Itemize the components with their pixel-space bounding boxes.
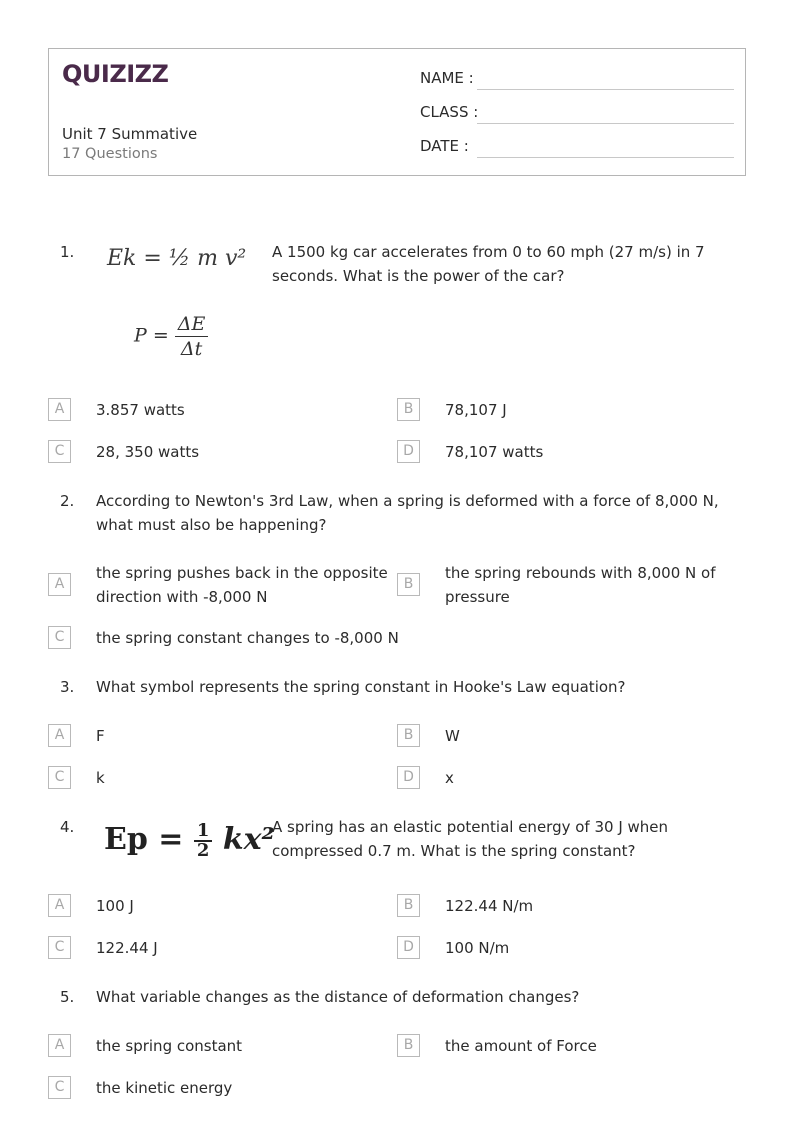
option-b-box[interactable]: B [397,894,420,917]
name-line[interactable] [477,89,734,90]
class-line[interactable] [477,123,734,124]
worksheet-header [48,48,746,176]
option-c-text: k [96,769,105,787]
option-b-text: 122.44 N/m [445,897,534,915]
option-c-text: the spring constant changes to -8,000 N [96,629,399,647]
option-c-text: the kinetic energy [96,1079,233,1097]
option-c-box[interactable]: C [48,766,71,789]
power-formula-numerator: ΔE [175,312,209,337]
option-d-text: 100 N/m [445,939,510,957]
question-text: A 1500 kg car accelerates from 0 to 60 mph (27 m/s) in 7 seconds. What is the power of the car? [272,243,705,285]
option-a-text: F [96,727,105,745]
option-b-text: the spring rebounds with 8,000 N of pressure [445,564,716,606]
date-line[interactable] [477,157,734,158]
option-d-box[interactable]: D [397,440,420,463]
option-c-text: 28, 350 watts [96,443,200,461]
option-a-box[interactable]: A [48,724,71,747]
option-d-text: 78,107 watts [445,443,544,461]
option-a-text: 100 J [96,897,134,915]
question-number: 1. [60,243,75,261]
option-b-text: W [445,727,460,745]
option-a-text: 3.857 watts [96,401,185,419]
option-a-box[interactable]: A [48,894,71,917]
question-text: What variable changes as the distance of deformation changes? [96,988,580,1006]
option-d-box[interactable]: D [397,766,420,789]
elastic-formula-lhs: Ep = [104,822,184,857]
elastic-energy-formula [104,822,275,860]
question-number: 2. [60,492,75,510]
question-text: A spring has an elastic potential energy of 30 J when compressed 0.7 m. What is the spring constant? [272,818,669,860]
question-text: What symbol represents the spring constant in Hooke's Law equation? [96,678,626,696]
power-formula [134,312,208,361]
option-c-box[interactable]: C [48,936,71,959]
quizizz-logo: QUIZIZZ [62,60,169,88]
option-c-box[interactable]: C [48,1076,71,1099]
option-c-box[interactable]: C [48,440,71,463]
elastic-formula-fraction [194,822,213,860]
power-formula-lhs: P = [134,324,169,347]
question-text: According to Newton's 3rd Law, when a spring is deformed with a force of 8,000 N, what must also be happening? [96,492,719,534]
elastic-formula-denominator: 2 [196,840,210,861]
option-d-box[interactable]: D [397,936,420,959]
option-c-box[interactable]: C [48,626,71,649]
question-count: 17 Questions [62,146,158,162]
question-number: 5. [60,988,75,1006]
question-number: 4. [60,818,75,836]
option-d-text: x [445,769,454,787]
power-formula-fraction [175,312,209,361]
option-a-text: the spring constant [96,1037,243,1055]
option-b-text: 78,107 J [445,401,507,419]
option-b-box[interactable]: B [397,1034,420,1057]
option-a-text: the spring pushes back in the opposite direction with -8,000 N [96,564,388,606]
option-a-box[interactable]: A [48,1034,71,1057]
name-label: NAME : [420,69,474,87]
option-c-text: 122.44 J [96,939,158,957]
class-label: CLASS : [420,103,479,121]
kinetic-energy-formula: Ek = ½ m v² [107,246,247,271]
power-formula-denominator: Δt [180,338,203,360]
elastic-formula-rhs: kx² [222,822,275,857]
question-number: 3. [60,678,75,696]
option-b-box[interactable]: B [397,724,420,747]
date-label: DATE : [420,137,469,155]
worksheet-title: Unit 7 Summative [62,125,198,143]
option-a-box[interactable]: A [48,398,71,421]
option-b-text: the amount of Force [445,1037,597,1055]
elastic-formula-numerator: 1 [194,822,213,842]
option-b-box[interactable]: B [397,573,420,596]
option-b-box[interactable]: B [397,398,420,421]
option-a-box[interactable]: A [48,573,71,596]
